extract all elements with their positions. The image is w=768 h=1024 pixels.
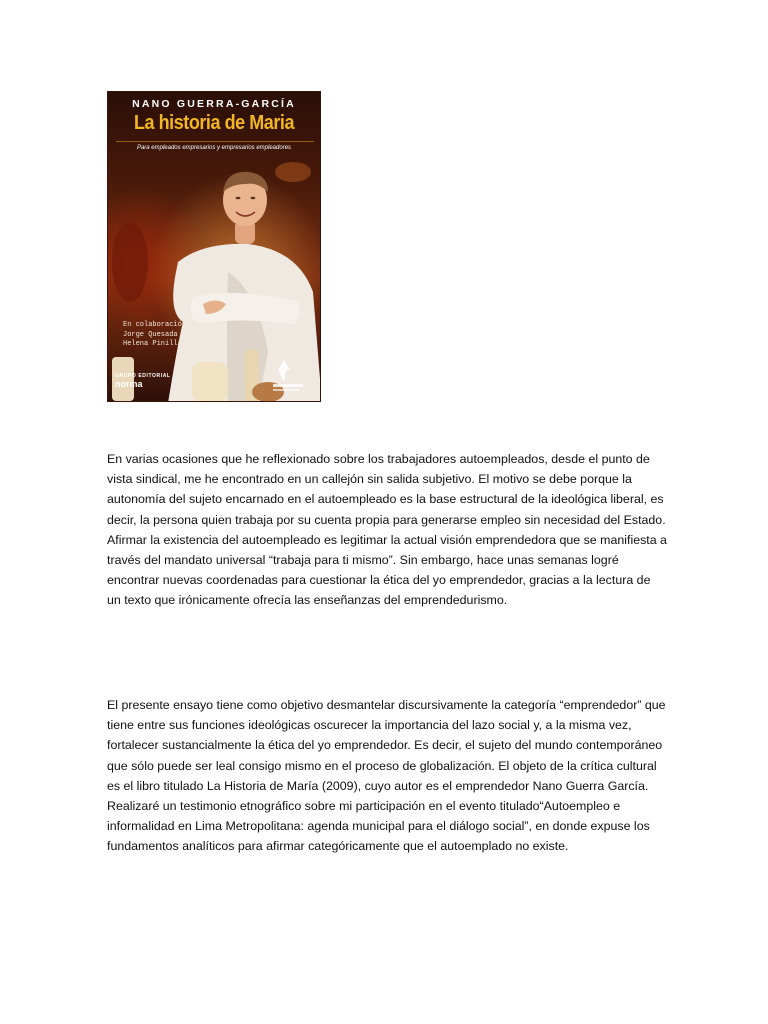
cover-author: NANO GUERRA-GARCÍA: [132, 98, 296, 110]
publisher-name: norma: [115, 379, 143, 389]
paragraph-objective: El presente ensayo tiene como objetivo desmantelar discursivamente la categoría “emprendedor” que tiene entre sus funciones ideológicas oscurecer la importancia del lazo social y, a la misma vez, fortalecer sustancialmente la ética del yo emprendedor. Es decir, el sujeto del mundo contemporáneo que sólo puede ser leal consigo mismo en el proceso de globalización. El objeto de la crítica cultural es el libro titulado La Historia de María (2009), cuyo autor es el emprendedor Nano Guerra García. Realizaré un testimonio etnográfico sobre mi participación en el evento titulado“Autoempleo e informalidad en Lima Metropolitana: agenda municipal para el diálogo social”, en donde expuse los fundamentos analíticos para afirmar categóricamente que el autoemplado no existe.: [107, 698, 666, 854]
background-lamp: [275, 162, 311, 182]
collaboration-intro: En colaboración con:: [123, 321, 208, 329]
collaborator-name: Jorge Quesada: [123, 330, 178, 339]
background-figure: [112, 222, 148, 302]
publisher-group: GRUPO EDITORIAL: [115, 373, 171, 379]
collaborator-name: Helena Pinilla: [123, 340, 182, 348]
cover-collaboration: [123, 321, 207, 350]
cover-photo-illustration: [108, 92, 321, 402]
book-cover-image: [107, 91, 321, 402]
title-rule: [116, 141, 314, 142]
cover-subtitle: Para empleados empresarios y empresarios empleadores: [136, 145, 292, 151]
publisher-logo: [115, 374, 171, 389]
cover-title: La historia de Maria: [133, 112, 295, 134]
man-eye-left: [236, 197, 241, 199]
paragraph-intro: En varias ocasiones que he reflexionado sobre los trabajadores autoempleados, desde el punto de vista sindical, me he encontrado en un callejón sin salida subjetivo. El motivo se debe porque la autonomía del sujeto encarnado en el autoempleado es la base estructural de la ideológica liberal, es decir, la persona quien trabaja por su cuenta propia para generarse empleo sin necesidad del Estado. Afirmar la existencia del autoempleado es legitimar la actual visión emprendedora que se manifiesta a través del mandato universal “trabaja para ti mismo”. Sin embargo, hace unas semanas logré encontrar nuevas coordenadas para cuestionar la ética del yo emprendedor, gracias a la lectura de un texto que irónicamente ofrecía las enseñanzas del emprendedurismo.: [107, 452, 667, 608]
man-eye-right: [251, 197, 256, 199]
